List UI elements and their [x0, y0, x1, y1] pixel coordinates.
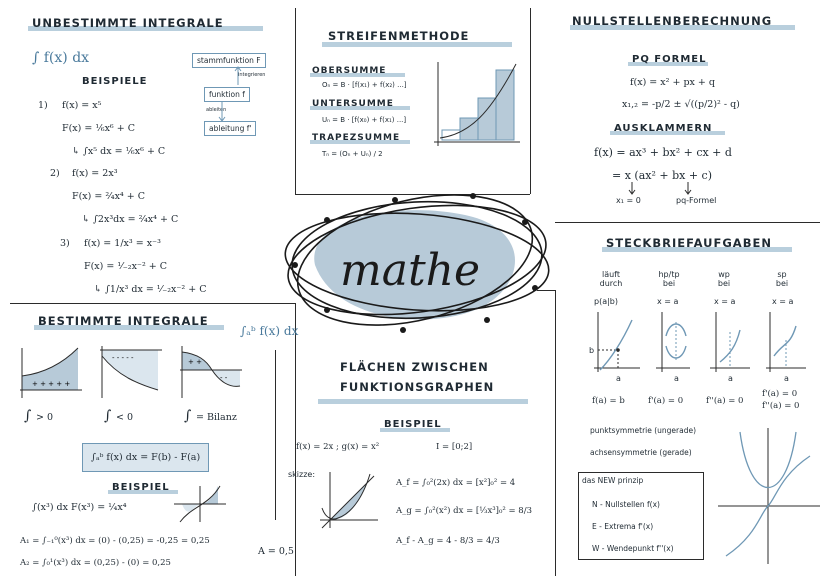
bestimmte-gt: > 0 [36, 412, 54, 423]
bestimmte-a: A = 0,5 [258, 546, 294, 557]
x3-graph [172, 484, 228, 524]
new-item-n: N - Nullstellen f(x) [592, 500, 660, 509]
flow-ableitung: ableitung f' [204, 121, 256, 136]
nullstellen-pqf: pq-Formel [676, 196, 717, 205]
col2-cond: f'(a) = 0 [648, 396, 684, 406]
new-title: das NEW prinzip [582, 476, 644, 485]
flaechen-skizze: skizze: [288, 470, 316, 479]
flaechen-interval: I = [0;2] [436, 442, 473, 452]
bestimmte-heading: BESTIMMTE INTEGRALE [38, 314, 209, 328]
col1-sub: p(a|b) [594, 297, 618, 306]
ex3-num: 3) [60, 238, 70, 249]
area-bilanz [178, 346, 244, 402]
ex1-num: 1) [38, 100, 48, 111]
unbestimmte-beispiele: BEISPIELE [82, 76, 148, 87]
streifen-trapez: TRAPEZSUMME [312, 133, 401, 143]
col1-cond: f(a) = b [592, 396, 625, 406]
col2-top: hp/tp bei [658, 270, 680, 288]
nullstellen-pq: PQ FORMEL [632, 54, 707, 65]
svg-text:+ +: + + [188, 358, 202, 366]
nullstellen-heading: NULLSTELLENBERECHNUNG [572, 14, 773, 28]
nullstellen-aus: AUSKLAMMERN [614, 123, 713, 134]
svg-text:- - - - -: - - - - - [112, 354, 134, 362]
nullstellen-aus-x: = x (ax² + bx + c) [612, 169, 712, 182]
flaechen-heading-2: FUNKTIONSGRAPHEN [340, 380, 495, 394]
steckbrief-achs: achsensymmetrie (gerade) [590, 448, 692, 457]
col3-cond: f''(a) = 0 [706, 396, 744, 406]
ex1-f: f(x) = x⁵ [62, 100, 102, 111]
divider-v-top [295, 8, 296, 194]
integral-sign: ∫ [104, 408, 112, 424]
ex2-f: f(x) = 2x³ [72, 168, 118, 179]
bestimmte-beispiel: BEISPIEL [112, 482, 170, 493]
ex2-num: 2) [50, 168, 60, 179]
unbestimmte-heading: UNBESTIMMTE INTEGRALE [32, 16, 224, 30]
streifen-ober-formula: Oₙ = B · [f(x₁) + f(x₂) ...] [322, 81, 407, 89]
bestimmte-formula: ∫ₐᵇ f(x) dx = F(b) - F(a) [82, 443, 209, 472]
axis-label-1: a [616, 374, 621, 383]
flaechen-beispiel: BEISPIEL [384, 419, 442, 430]
col4-cond: f'(a) = 0 f''(a) = 0 [762, 389, 800, 411]
streifen-graph [430, 58, 522, 150]
flaechen-af: A_f = ∫₀²(2x) dx = [x²]₀² = 4 [396, 478, 516, 488]
axis-label-3: a [728, 374, 733, 383]
symmetry-graph [716, 426, 822, 566]
divider-h-right [555, 222, 820, 223]
nullstellen-arrows [628, 180, 698, 196]
nullstellen-pq-x: x₁,₂ = -p/2 ± √((p/2)² - q) [622, 99, 740, 110]
ex3-f: f(x) = 1/x³ = x⁻³ [84, 238, 161, 249]
flaechen-given: f(x) = 2x ; g(x) = x² [296, 442, 380, 452]
divider-v-top-mid [530, 8, 531, 194]
ex1-F: F(x) = ⅙x⁶ + C [62, 123, 136, 134]
bestimmte-notation: ∫ₐᵇ f(x) dx [240, 324, 299, 338]
streifen-heading: STREIFENMETHODE [328, 29, 470, 43]
flaechen-diff: A_f - A_g = 4 - 8/3 = 4/3 [396, 536, 500, 546]
svg-text:- -: - - [220, 374, 228, 382]
divider-v-left-bottom [295, 303, 296, 576]
col4-sub: x = a [772, 297, 794, 306]
b-label: b [589, 346, 595, 355]
ex3-F: F(x) = ¹⁄₋₂x⁻² + C [84, 261, 168, 272]
divider-h-left [10, 303, 295, 304]
new-item-e: E - Extrema f'(x) [592, 522, 654, 531]
new-item-w: W - Wendepunkt f''(x) [592, 544, 674, 553]
flaechen-heading-1: FLÄCHEN ZWISCHEN [340, 360, 489, 374]
ex1-int: ↳ ∫x⁵ dx = ⅙x⁶ + C [72, 146, 166, 157]
ex2-F: F(x) = ²⁄₄x⁴ + C [72, 191, 145, 202]
flaechen-ag: A_g = ∫₀²(x²) dx = [⅓x³]₀² = 8/3 [396, 506, 532, 516]
ex3-int: ↳ ∫1/x³ dx = ¹⁄₋₂x⁻² + C [94, 284, 207, 295]
col3-top: wp bei [717, 270, 731, 288]
unbestimmte-notation: ∫ f(x) dx [32, 50, 90, 66]
nullstellen-aus-f: f(x) = ax³ + bx² + cx + d [594, 146, 732, 159]
bestimmte-lt: < 0 [116, 412, 134, 423]
area-positive [18, 346, 84, 402]
streifen-trapez-formula: Tₙ = (Oₙ + Uₙ) / 2 [322, 150, 383, 158]
col1-top: läuft durch [599, 270, 623, 288]
flow-funktion: funktion f [204, 87, 250, 102]
axis-label-4: a [784, 374, 789, 383]
axis-label-2: a [674, 374, 679, 383]
area-negative [98, 346, 164, 402]
flow-note-integrieren: integrieren [238, 72, 266, 78]
streifen-ober: OBERSUMME [312, 66, 387, 76]
steckbrief-heading: STECKBRIEFAUFGABEN [606, 236, 772, 250]
col2-sub: x = a [657, 297, 679, 306]
nullstellen-x0: x₁ = 0 [616, 196, 641, 205]
integral-sign: ∫ [184, 408, 192, 424]
steckbrief-punkt: punktsymmetrie (ungerade) [590, 426, 697, 435]
nullstellen-pq-f: f(x) = x² + px + q [630, 77, 715, 88]
col3-sub: x = a [714, 297, 736, 306]
streifen-unter: UNTERSUMME [312, 99, 394, 109]
highlight [318, 399, 528, 404]
flow-arrows [210, 66, 250, 126]
integral-sign: ∫ [24, 408, 32, 424]
steckbrief-graphs [590, 312, 810, 374]
bestimmte-ex: ∫(x³) dx F(x³) = ¼x⁴ [32, 502, 127, 513]
flaechen-sketch [318, 470, 380, 530]
ex2-int: ↳ ∫2x³dx = ²⁄₄x⁴ + C [82, 214, 179, 225]
bestimmte-bilanz: = Bilanz [196, 412, 237, 423]
col4-top: sp bei [775, 270, 789, 288]
flow-note-ableiten: ableiten [206, 107, 227, 113]
streifen-unter-formula: Uₙ = B · [f(x₀) + f(x₁) ...] [322, 116, 407, 124]
divider-h-mid-bottom [275, 350, 276, 520]
flow-stammfunktion: stammfunktion F [192, 53, 266, 68]
bestimmte-a1: A₁ = ∫₋₁⁰(x³) dx = (0) - (0,25) = -0,25 = 0,25 [20, 536, 210, 546]
svg-text:+ + + + +: + + + + + [32, 380, 71, 388]
center-title: mathe [340, 245, 481, 296]
bestimmte-a2: A₂ = ∫₀¹(x³) dx = (0,25) - (0) = 0,25 [20, 558, 171, 568]
